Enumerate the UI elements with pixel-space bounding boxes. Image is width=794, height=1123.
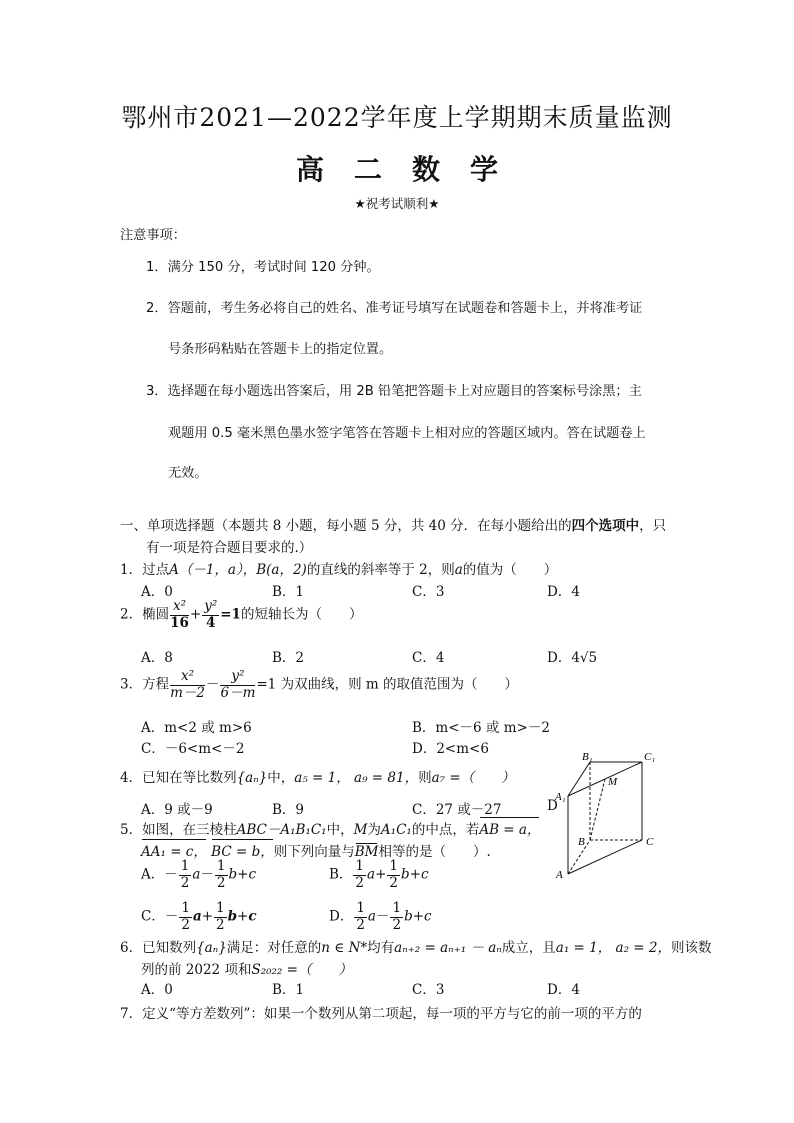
q2-numerator-2: y² — [204, 598, 218, 614]
q7-number: 7． — [120, 1006, 143, 1022]
q6-text: 成立，且 — [501, 940, 556, 956]
q2-fraction-2 — [202, 600, 219, 630]
q5-denominator: 2 — [389, 874, 398, 891]
q5-segment: A₁C₁ — [380, 822, 412, 838]
note-3-line-1: 3．选择题在每小题选出答案后，用 2B 铅笔把答题卡上对应题目的答案标号涂黑；主 — [146, 384, 642, 399]
q6-sequence: {aₙ} — [196, 940, 227, 956]
label-a: A — [556, 869, 563, 881]
q5-numerator: 1 — [180, 858, 190, 874]
question-2 — [120, 600, 362, 630]
question-4 — [120, 766, 515, 786]
q5-vector-ab: AB = a， — [479, 818, 540, 838]
q5-vector-bm: BM — [354, 844, 379, 860]
q2-plus: + — [189, 606, 202, 623]
q6-domain: n ∈ N* — [321, 940, 368, 956]
q3-fraction-2 — [220, 670, 255, 700]
question-1 — [120, 558, 557, 578]
question-5-line-1 — [120, 818, 540, 838]
q5-numerator: 1 — [355, 858, 365, 874]
q7-text: 定义“等方差数列”：如果一个数列从第二项起，每一项的平方与它的前一项的平方的 — [142, 1006, 642, 1022]
q5-vector-bc: BC = b， — [211, 840, 274, 860]
q3-number: 3． — [120, 676, 143, 693]
q2-equals: =1 — [220, 606, 241, 623]
label-c1: C₁ — [644, 751, 656, 763]
q4-condition-1: a₅ = 1， — [294, 770, 350, 786]
q2-numerator-1: x² — [170, 600, 189, 616]
q5-text: 为 — [367, 822, 381, 838]
q6-text: 已知数列 — [142, 940, 197, 956]
q5-text: 的中点，若 — [411, 822, 480, 838]
q2-text: 椭圆 — [142, 606, 170, 623]
segment-bm — [590, 779, 605, 840]
q4-text: 则 — [418, 770, 432, 786]
q4-target: a₇ =（ ） — [431, 770, 515, 786]
label-a1: A₁ — [555, 791, 566, 803]
q3-numerator-1: x² — [170, 670, 205, 686]
q5-denominator: 2 — [392, 916, 402, 933]
q5-option-d: D． $\frac{1}{2}$ a－ $\frac{1}{2}$ b+c — [329, 900, 432, 933]
q5-denominator: 2 — [216, 874, 226, 891]
q3-option-c: C．－6<m<－2 — [141, 741, 245, 757]
q5-text: 相等的是（ ）. — [378, 844, 491, 860]
q5-option-b-letter: B． — [329, 866, 353, 883]
q4-condition-2: a₉ = 81， — [354, 770, 419, 786]
q3-denominator-2: 6－m — [220, 684, 256, 701]
q5-vector-aa1: AA₁ = c， — [141, 840, 207, 860]
q3-minus: － — [205, 676, 220, 693]
q6-sum: S₂₀₂₂ =（ ） — [251, 962, 352, 978]
q5-text: 中， — [326, 822, 354, 838]
q6-text: 则该数 — [670, 940, 712, 956]
label-b1: B₁ — [582, 751, 593, 763]
q3-text: =1 为双曲线，则 m 的取值范围为（ ） — [256, 676, 518, 693]
q1-option-a: A．0 — [141, 584, 173, 600]
q5-option-c-letter: C． — [141, 908, 165, 925]
section-header-line-2: 有一项是符合题目要求的.） — [146, 540, 313, 556]
question-5-line-2 — [141, 840, 491, 860]
q5-numerator: 1 — [392, 900, 402, 916]
q5-option-c: C．－ $\frac{1}{2}$ a+ $\frac{1}{2}$ b+c — [141, 900, 257, 933]
q6-option-a: A．0 — [141, 982, 173, 998]
q6-a2: a₂ = 2， — [615, 940, 671, 956]
q3-option-b: B．m<－6 或 m>－2 — [412, 720, 550, 736]
q6-text: 列的前 2022 项和 — [141, 962, 252, 978]
q5-prism: ABC－A₁B₁C₁ — [236, 822, 327, 838]
q1-option-c: C．3 — [412, 584, 445, 600]
notes-heading: 注意事项： — [120, 228, 186, 243]
note-2-line-2: 号条形码粘贴在答题卡上的指定位置。 — [168, 342, 393, 357]
q5-denominator: 2 — [216, 916, 225, 933]
note-1: 1．满分 150 分，考试时间 120 分钟。 — [146, 260, 380, 275]
label-c: C — [646, 836, 654, 848]
q6-a1: a₁ = 1， — [555, 940, 612, 956]
q2-denominator-2: 4 — [206, 614, 216, 631]
q6-text: 均有 — [367, 940, 395, 956]
section-text-end: ，只 — [639, 518, 667, 534]
q4-option-d: D — [547, 798, 558, 814]
q5-numerator: 1 — [181, 900, 190, 916]
q4-text: 已知在等比数列 — [142, 770, 237, 786]
q5-text: 则下列向量与 — [273, 844, 355, 860]
q2-text: 的短轴长为（ ） — [240, 606, 363, 623]
note-3-line-3: 无效。 — [168, 466, 208, 481]
exam-title: 鄂州市2021—2022学年度上学期期末质量监测 — [121, 103, 673, 132]
q3-denominator-1: m－2 — [170, 684, 205, 701]
q2-fraction-1 — [170, 600, 189, 630]
q5-denominator: 2 — [181, 916, 190, 933]
q4-number: 4． — [120, 770, 143, 786]
q6-option-c: C．3 — [412, 982, 445, 998]
q6-text: 满足：对任意的 — [226, 940, 322, 956]
q6-number: 6． — [120, 940, 143, 956]
section-text: 一、单项选择题（本题共 8 小题，每小题 5 分，共 40 分．在每小题给出的 — [120, 518, 572, 534]
prism-figure — [548, 748, 668, 884]
label-b: B — [578, 836, 585, 848]
q2-option-b: B．2 — [272, 650, 305, 666]
q1-variable: a — [454, 562, 463, 578]
q4-sequence: {aₙ} — [236, 770, 268, 786]
q1-text: 过点 — [142, 562, 170, 578]
q4-option-b: B．9 — [272, 802, 305, 818]
label-m: M — [608, 776, 618, 788]
question-6-line-1 — [120, 936, 711, 956]
q6-recurrence: aₙ₊₂ = aₙ₊₁ － aₙ — [394, 940, 502, 956]
section-bold-text: 四个选项中 — [571, 518, 640, 534]
q4-option-a: A．9 或－9 — [141, 802, 213, 818]
q2-denominator-1: 16 — [170, 614, 189, 631]
q3-option-a: A．m<2 或 m>6 — [141, 720, 252, 736]
q1-text: 的直线的斜率等于 2，则 — [306, 562, 455, 578]
exam-subject: 高二数学 — [295, 153, 528, 186]
q5-numerator: 1 — [216, 900, 225, 916]
q6-option-b: B．1 — [272, 982, 305, 998]
q5-point-m: M — [353, 822, 368, 838]
section-header-line-1 — [120, 514, 666, 534]
q3-numerator-2: y² — [220, 670, 255, 686]
q5-denominator: 2 — [180, 874, 190, 891]
q1-point-a: A（－1，a）， — [169, 562, 257, 578]
q3-fraction-1 — [170, 670, 205, 700]
q5-number: 5． — [120, 822, 143, 838]
q6-option-d: D．4 — [547, 982, 580, 998]
q1-point-b: B(a，2) — [256, 562, 307, 578]
q1-option-d: D．4 — [547, 584, 580, 600]
q3-option-d: D．2<m<6 — [412, 741, 489, 757]
q5-option-a-letter: A． — [141, 866, 165, 883]
question-6-line-2 — [141, 958, 352, 978]
q5-option-a: A．－ $\frac{1}{2}$ a－ $\frac{1}{2}$ b+c — [141, 858, 257, 891]
q5-numerator: 1 — [356, 900, 365, 916]
q3-text: 方程 — [142, 676, 170, 693]
note-2-line-1: 2．答题前，考生务必将自己的姓名、准考证号填写在试题卷和答题卡上，并将准考证 — [146, 301, 643, 316]
q1-number: 1． — [120, 562, 143, 578]
q2-option-a: A．8 — [141, 650, 173, 666]
q5-numerator: 1 — [216, 858, 226, 874]
question-7 — [120, 1002, 642, 1022]
q4-text: 中， — [267, 770, 295, 786]
wish-line: ★祝考试顺利★ — [354, 196, 440, 211]
q5-option-d-letter: D． — [329, 908, 354, 925]
q5-denominator: 2 — [356, 916, 365, 933]
q5-numerator: 1 — [389, 858, 398, 874]
q5-denominator: 2 — [355, 874, 365, 891]
q2-option-c: C．4 — [412, 650, 445, 666]
note-3-line-2: 观题用 0.5 毫米黑色墨水签字笔答在答题卡上相对应的答题区域内。答在试题卷上 — [168, 426, 646, 441]
q1-option-b: B．1 — [272, 584, 305, 600]
q1-text: 的值为（ ） — [462, 562, 558, 578]
q2-option-d: D．4√5 — [547, 650, 598, 666]
q5-text: 如图，在三棱柱 — [142, 822, 237, 838]
q2-number: 2． — [120, 606, 143, 623]
q4-option-c: C．27 或－27 — [412, 802, 502, 818]
q5-option-b: B． $\frac{1}{2}$ a+ $\frac{1}{2}$ b+c — [329, 858, 429, 891]
question-3 — [120, 670, 518, 700]
